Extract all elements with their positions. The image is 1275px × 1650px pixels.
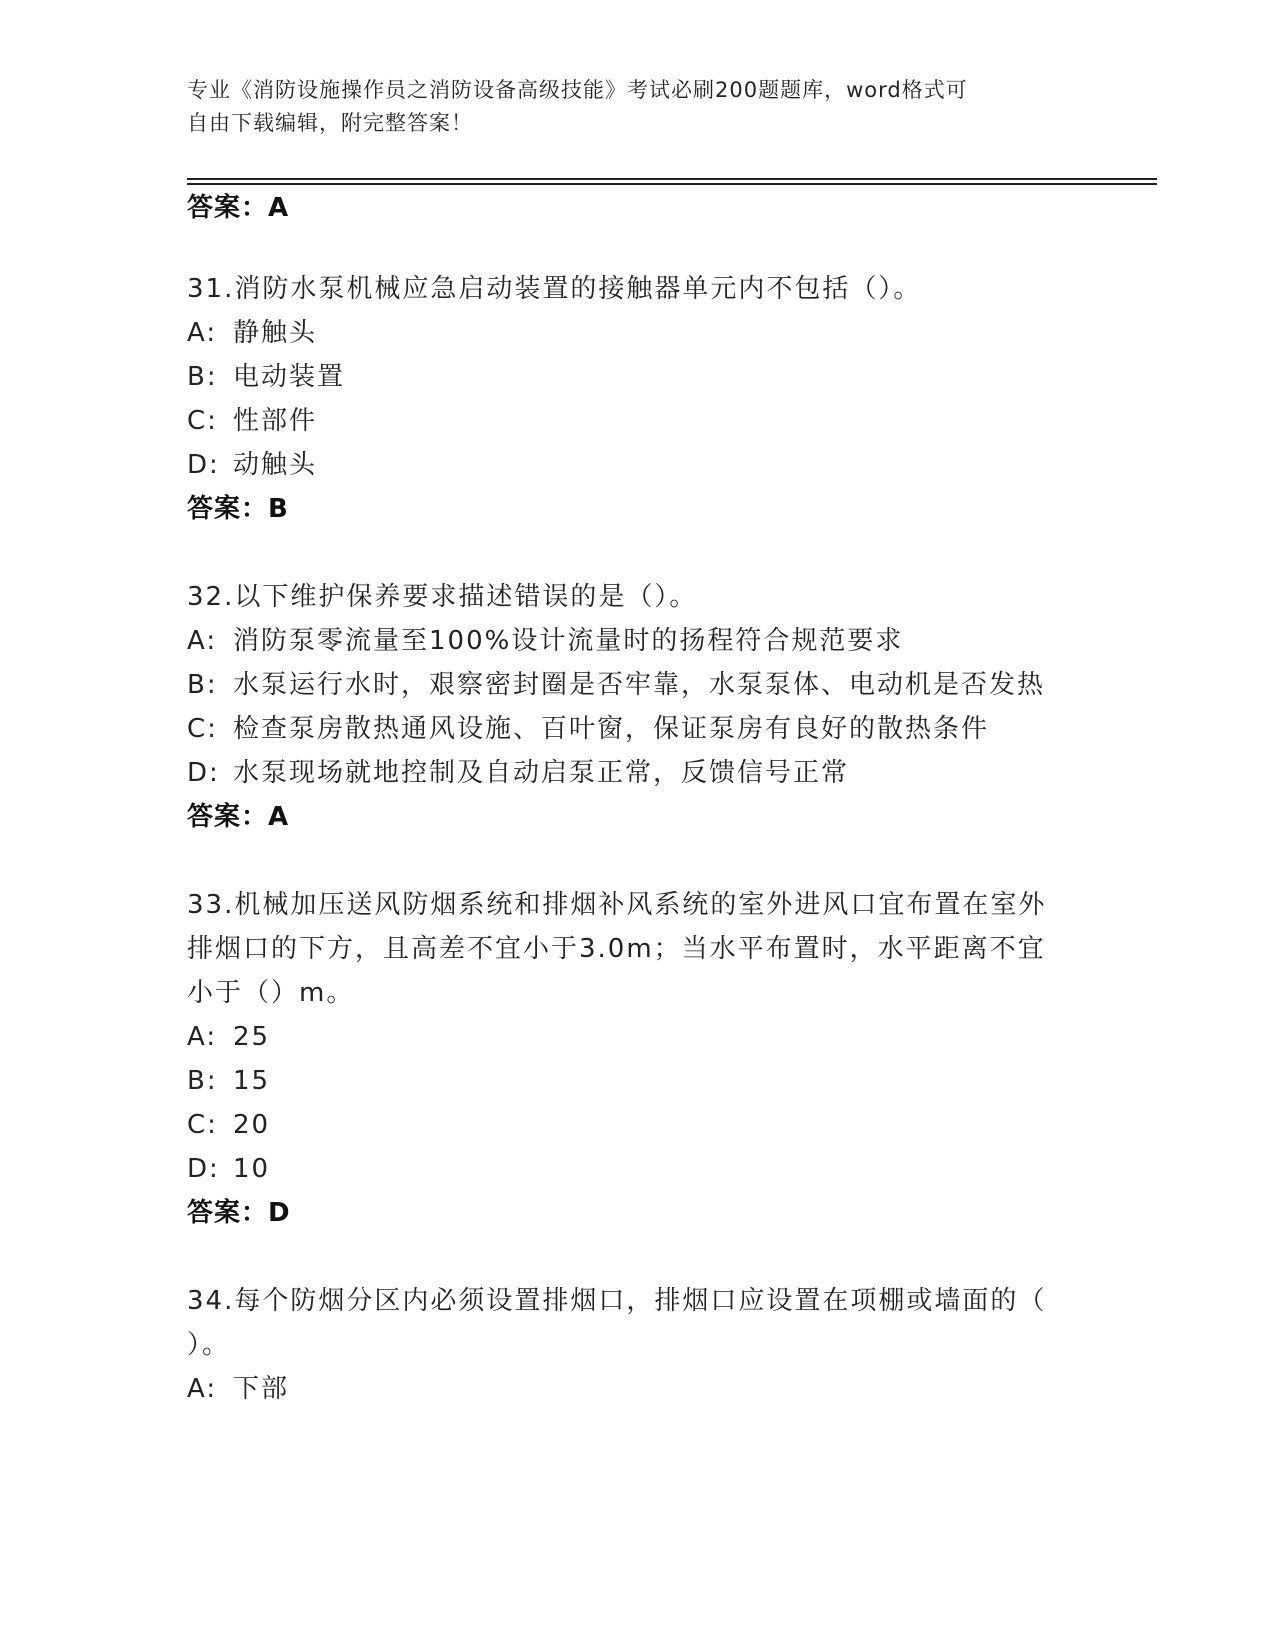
- header-line-2: 自由下载编辑，附完整答案！: [187, 111, 473, 135]
- question-33-answer: 答案：D: [187, 1198, 291, 1228]
- option-label: A:: [187, 626, 218, 656]
- option-text: 性部件: [233, 406, 318, 436]
- option-text: 20: [233, 1110, 271, 1140]
- header-divider-thin: [187, 183, 1157, 185]
- question-34-stem-line-1: 34.每个防烟分区内必须设置排烟口，排烟口应设置在项棚或墙面的（: [187, 1286, 1047, 1316]
- option-text: 水泵运行水时，艰察密封圈是否牢靠，水泵泵体、电动机是否发热: [233, 670, 1046, 700]
- option-text: 电动装置: [233, 362, 346, 392]
- question-34-option-a: [187, 1373, 289, 1405]
- option-text: 静触头: [233, 318, 318, 348]
- option-text: 检查泵房散热通风设施、百叶窗，保证泵房有良好的散热条件: [233, 714, 990, 744]
- question-32-option-a: [187, 625, 903, 657]
- option-label: B:: [187, 670, 218, 700]
- option-text: 10: [233, 1154, 271, 1184]
- question-31-option-c: [187, 405, 317, 437]
- option-label: D:: [187, 450, 220, 480]
- question-33-option-d: [187, 1153, 270, 1185]
- option-label: D:: [187, 1154, 220, 1184]
- question-33-stem-line-2: 排烟口的下方，且高差不宜小于3.0m；当水平布置时，水平距离不宜: [187, 934, 1046, 964]
- question-31-option-d: [187, 449, 317, 481]
- option-label: A:: [187, 318, 218, 348]
- question-32-stem: 32.以下维护保养要求描述错误的是（）。: [187, 582, 698, 612]
- option-label: C:: [187, 714, 218, 744]
- header-divider-thick: [187, 178, 1157, 180]
- option-label: D:: [187, 758, 220, 788]
- header-line-1: 专业《消防设施操作员之消防设备高级技能》考试必刷200题题库，word格式可: [187, 78, 968, 102]
- question-33-option-a: [187, 1021, 270, 1053]
- question-33-stem-line-1: 33.机械加压送风防烟系统和排烟补风系统的室外进风口宜布置在室外: [187, 890, 1047, 920]
- question-33-option-c: [187, 1109, 270, 1141]
- option-label: B:: [187, 362, 218, 392]
- option-label: C:: [187, 406, 218, 436]
- option-text: 消防泵零流量至100%设计流量时的扬程符合规范要求: [233, 626, 904, 656]
- question-32-answer: 答案：A: [187, 802, 290, 832]
- answer-prev: 答案：A: [187, 193, 290, 223]
- option-label: C:: [187, 1110, 218, 1140]
- option-text: 15: [233, 1066, 271, 1096]
- question-34-stem-line-2: ）。: [187, 1330, 231, 1360]
- question-31-answer: 答案：B: [187, 494, 289, 524]
- option-label: B:: [187, 1066, 218, 1096]
- question-33-option-b: [187, 1065, 270, 1097]
- option-text: 水泵现场就地控制及自动启泵正常，反馈信号正常: [233, 758, 850, 788]
- question-32-option-c: [187, 713, 989, 745]
- question-32-option-b: [187, 669, 1045, 701]
- option-text: 下部: [233, 1374, 290, 1404]
- question-33-stem-line-3: 小于（）m。: [187, 978, 355, 1008]
- question-31-stem: 31.消防水泵机械应急启动装置的接触器单元内不包括（）。: [187, 274, 922, 304]
- question-31-option-a: [187, 317, 317, 349]
- question-32-option-d: [187, 757, 849, 789]
- question-31-option-b: [187, 361, 345, 393]
- option-text: 动触头: [233, 450, 318, 480]
- option-text: 25: [233, 1022, 271, 1052]
- option-label: A:: [187, 1374, 218, 1404]
- document-header: [187, 74, 1087, 140]
- option-label: A:: [187, 1022, 218, 1052]
